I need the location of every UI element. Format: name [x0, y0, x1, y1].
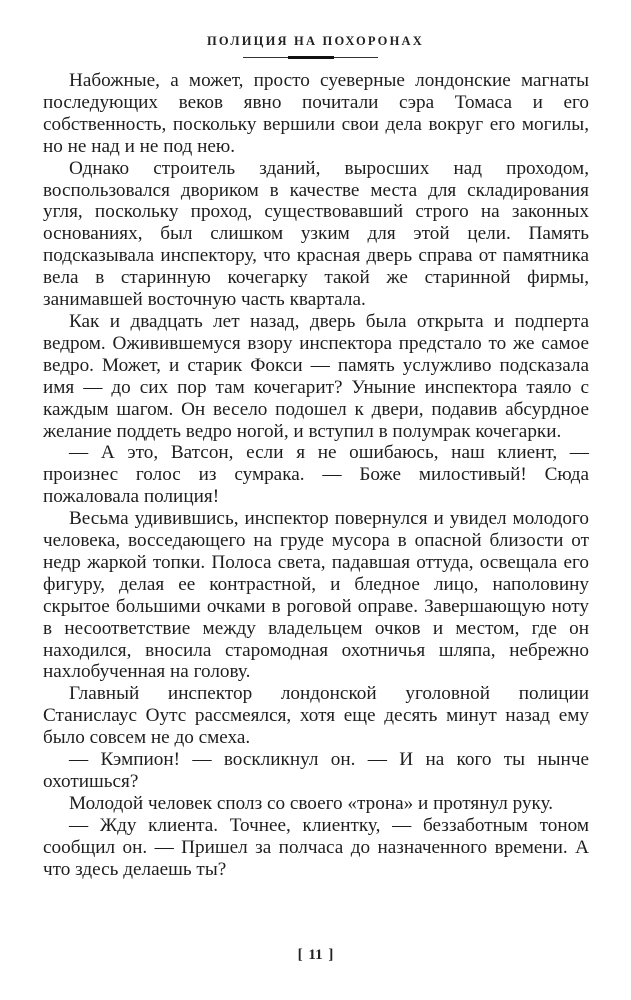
page-number: [ 11 ]	[297, 947, 334, 963]
paragraph: Весьма удивившись, инспектор повернулся и увидел молодого человека, восседающего на груде мусора в опасной близости от недр жаркой топки. Полоса света, падавшая оттуда, освещала его фигуру, делая ее контрастной, и бледное лицо, наполовину скрытое большими очками в роговой оправе. Завершающую ноту в несоответствие между владельцем очков и местом, где он находился, вносила старомодная охотничья шляпа, небрежно нахлобученная на голову.	[43, 508, 589, 683]
paragraph: Как и двадцать лет назад, дверь была открыта и подперта ведром. Оживившемуся взору инспектора предстало то же самое ведро. Может, и старик Фокси — память услужливо подсказала имя — до сих пор там кочегарит? Уныние инспектора таяло с каждым шагом. Он весело подошел к двери, подавив абсурдное желание поддеть ведро ногой, и вступил в полумрак кочегарки.	[43, 310, 589, 442]
paragraph: Главный инспектор лондонской уголовной полиции Станислаус Оутс рассмеялся, хотя еще десять минут назад ему было совсем не до смеха.	[43, 683, 589, 749]
paragraph: Однако строитель зданий, выросших над проходом, воспользовался двориком в качестве места для складирования угля, поскольку проход, существовавший строго на законных основаниях, был слишком узким для этой цели. Память подсказывала инспектору, что красная дверь справа от памятника вела в старинную кочегарку такой же старинной фирмы, занимавшей восточную часть квартала.	[43, 157, 589, 311]
paragraph: — Жду клиента. Точнее, клиентку, — беззаботным тоном сообщил он. — Пришел за полчаса до назначенного времени. А что здесь делаешь ты?	[43, 814, 589, 880]
paragraph: Молодой человек сполз со своего «трона» и протянул руку.	[69, 792, 554, 814]
header-ornament-rule-center	[288, 56, 334, 59]
paragraph: — А это, Ватсон, если я не ошибаюсь, наш клиент, — произнес голос из сумрака. — Боже милостивый! Сюда пожаловала полиция!	[43, 442, 589, 508]
paragraph: — Кэмпион! — воскликнул он. — И на кого ты нынче охотишься?	[43, 749, 589, 792]
running-head: ПОЛИЦИЯ НА ПОХОРОНАХ	[207, 34, 424, 48]
body-text	[43, 70, 589, 881]
paragraph: Набожные, а может, просто суеверные лондонские магнаты последующих веков явно почитали сэра Томаса и его собственность, поскольку вершили свои дела вокруг его могилы, но не над и не под нею.	[43, 70, 589, 157]
